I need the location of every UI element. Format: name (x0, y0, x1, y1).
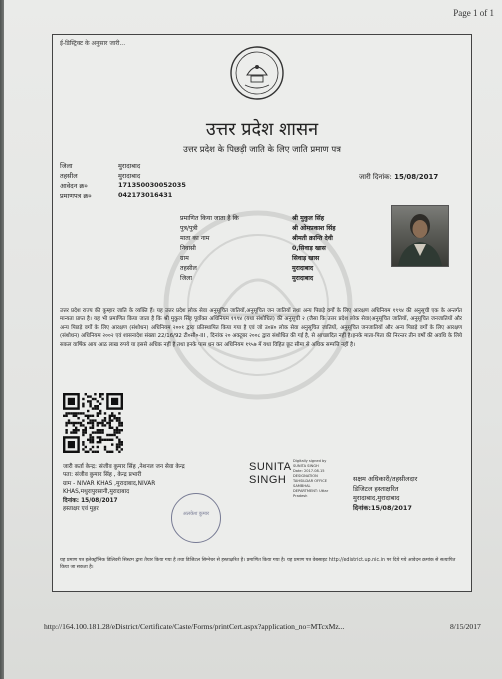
digital-signature-meta (293, 459, 353, 499)
issuer-line: पता: संजीव कुमार सिंह , केन्द्र प्रभारी (63, 472, 142, 479)
field-value: मुरादाबाद (292, 265, 314, 272)
qr-code-icon (63, 393, 123, 453)
certificate-footnote: यह प्रमाण पत्र इलेक्ट्रॉनिक डिलिवरी सिस्टम द्वारा तैयार किया गया है तथा डिजिटल सिग्नेचर से हस्ताक्षरित है। प्रमाणित किया गया है। यह प्रमाण पत्र वेबसाइट http://edistrict.up.nic.in पर दिये गये आवेदन क्रमांक से सत्यापित किया जा सकता है। (60, 558, 456, 571)
field-value: 042173016431 (118, 191, 173, 199)
field-value: मुरादाबाद (118, 172, 141, 180)
official-stamp (171, 493, 221, 543)
field-label: तहसील (180, 265, 197, 272)
field-label: प्रमाणपत्र क्र० (60, 192, 92, 200)
issue-date-label: जारी दिनांक: (359, 173, 392, 181)
digital-signature-name: SUNITA SINGH (249, 461, 291, 486)
field-label: तहसील (60, 172, 78, 180)
field-label: माता का नाम (180, 235, 210, 242)
print-url: http://164.100.181.28/eDistrict/Certificate/Caste/Forms/printCert.aspx?application_no=MTcxMz... (44, 622, 345, 631)
page-number: Page 1 of 1 (453, 8, 494, 18)
signature-meta-line: TAHSILDAR OFFICE (293, 479, 328, 483)
signature-meta-line: SUNITA SINGH (293, 464, 319, 468)
issuer-line: हस्ताक्षर एवं मुहर (63, 506, 99, 513)
field-value: श्रीमती क्रान्ति देवी (292, 235, 333, 242)
field-value: 0,सिवाड़ खास (292, 245, 326, 252)
officer-line: डिजिटल हस्ताक्षरित (353, 484, 399, 493)
field-label: जिला (180, 275, 192, 282)
signature-note: ई-डिस्ट्रिक्ट के अनुसार जारी... (60, 40, 126, 47)
stamp-text: अलकेश कुमार (182, 511, 210, 517)
competent-officer-block (353, 475, 417, 513)
issuer-line: ग्राम - NIVAR KHAS ,मुरादाबाद,NIVAR (63, 480, 156, 487)
officer-line: सक्षम अधिकारी/तहसीलदार (353, 475, 418, 483)
applicant-photo (391, 205, 449, 267)
issue-date (359, 173, 438, 182)
person-silhouette-icon (392, 206, 448, 266)
field-value: श्री ओमप्रकाश सिंह (292, 225, 336, 232)
field-label: निवासी (180, 245, 196, 252)
field-value: मुरादाबाद (292, 275, 314, 282)
field-label: आवेदन क्र० (60, 182, 88, 190)
certificate-body-text: उत्तर प्रदेश राज्य की कुम्हार जाति के व्यक्ति हैं। यह उत्तर प्रदेश लोक सेवा अनुसूचित जातियों,अनुसूचित जन जातियों तथा अन्य पिछड़े वर्गों के लिए आरक्षण अधिनियम १९९४ की अनुसूची एक के अन्तर्गत मान्यता प्राप्त है। यह भी प्रमाणित किया जाता है कि श्री मुकुल सिंह पूर्वोक्त अधिनियम १९९४ (यथा संशोधित) की अनुसूची २ (जैसा कि उत्तर प्रदेश लोक सेवा(अनुसूचित जातियों, अनुसूचित जनजातियों और अन्य पिछड़े वर्गों के लिए आरक्षण (संशोधन) अधिनियम २००१ द्वारा प्रतिस्थापित किया गया है एवं जो उ०प्र० लोक सेवा अनुसूचित जातियों, अनुसूचित जनजातियों और अन्य पिछड़े वर्गों के लिए आरक्षण (संशोधन) अधिनियम २००२ एवं शासनादेश संख्या 22/16/92 टी०सी०-III , दिनांक २० अक्टूबर २००८ द्वारा संशोधित की गई है, से आच्छादित नहीं है।इनके माता-पिता की निरन्तर तीन वर्षों की अवधि के लिये सकल वार्षिक आय आठ लाख रुपये या इससे अधिक नहीं है तथा इनके पास धन कर अधिनियम १९५७ में यथा विहित छूट सीमा से अधिक सम्पत्ति नहीं है। (60, 308, 462, 348)
certificate-title: उत्तर प्रदेश शासन (205, 119, 319, 140)
signature-meta-line: DEPARTMENT: Uttar (293, 489, 329, 493)
issue-date-value: 15/08/2017 (394, 173, 439, 181)
signature-meta-line: Date: 2017.08.15 (293, 469, 325, 473)
issuer-line: दिनांक: 15/08/2017 (63, 497, 118, 504)
field-label: जिला (60, 162, 73, 170)
signature-meta-line: SAMBHAL (293, 484, 311, 488)
field-label: ग्राम (180, 255, 189, 262)
signature-meta-line: Pradesh (293, 494, 308, 498)
issuer-line: KHAS,मथुरापुरसानी,मुरादाबाद (63, 489, 130, 496)
printed-sheet (4, 0, 502, 679)
certificate-subtitle: उत्तर प्रदेश के पिछड़ी जाति के लिए जाति प्रमाण पत्र (183, 145, 341, 155)
officer-line: मुरादाबाद,मुरादाबाद (353, 494, 400, 502)
field-value: मुरादाबाद (118, 162, 141, 170)
signature-meta-line: DESIGNATION (293, 474, 318, 478)
print-date: 8/15/2017 (450, 622, 481, 631)
caste-certificate (52, 34, 472, 592)
up-government-emblem-icon (229, 45, 285, 101)
field-label: पुत्र/पुत्री (180, 225, 198, 232)
field-label: प्रमाणित किया जाता है कि (180, 215, 239, 222)
signature-meta-line: Digitally signed by (293, 459, 327, 463)
issuer-line: जारी कर्ता केन्द्र: संजीव कुमार सिंह ,नेशनल जन सेवा केन्द्र (63, 464, 185, 470)
field-value: 171350030052035 (118, 181, 186, 189)
officer-date: दिनांक:15/08/2017 (353, 503, 412, 512)
field-value: श्री मुकुल सिंह (292, 215, 325, 222)
field-value: सिवाड़ खास (292, 255, 320, 262)
